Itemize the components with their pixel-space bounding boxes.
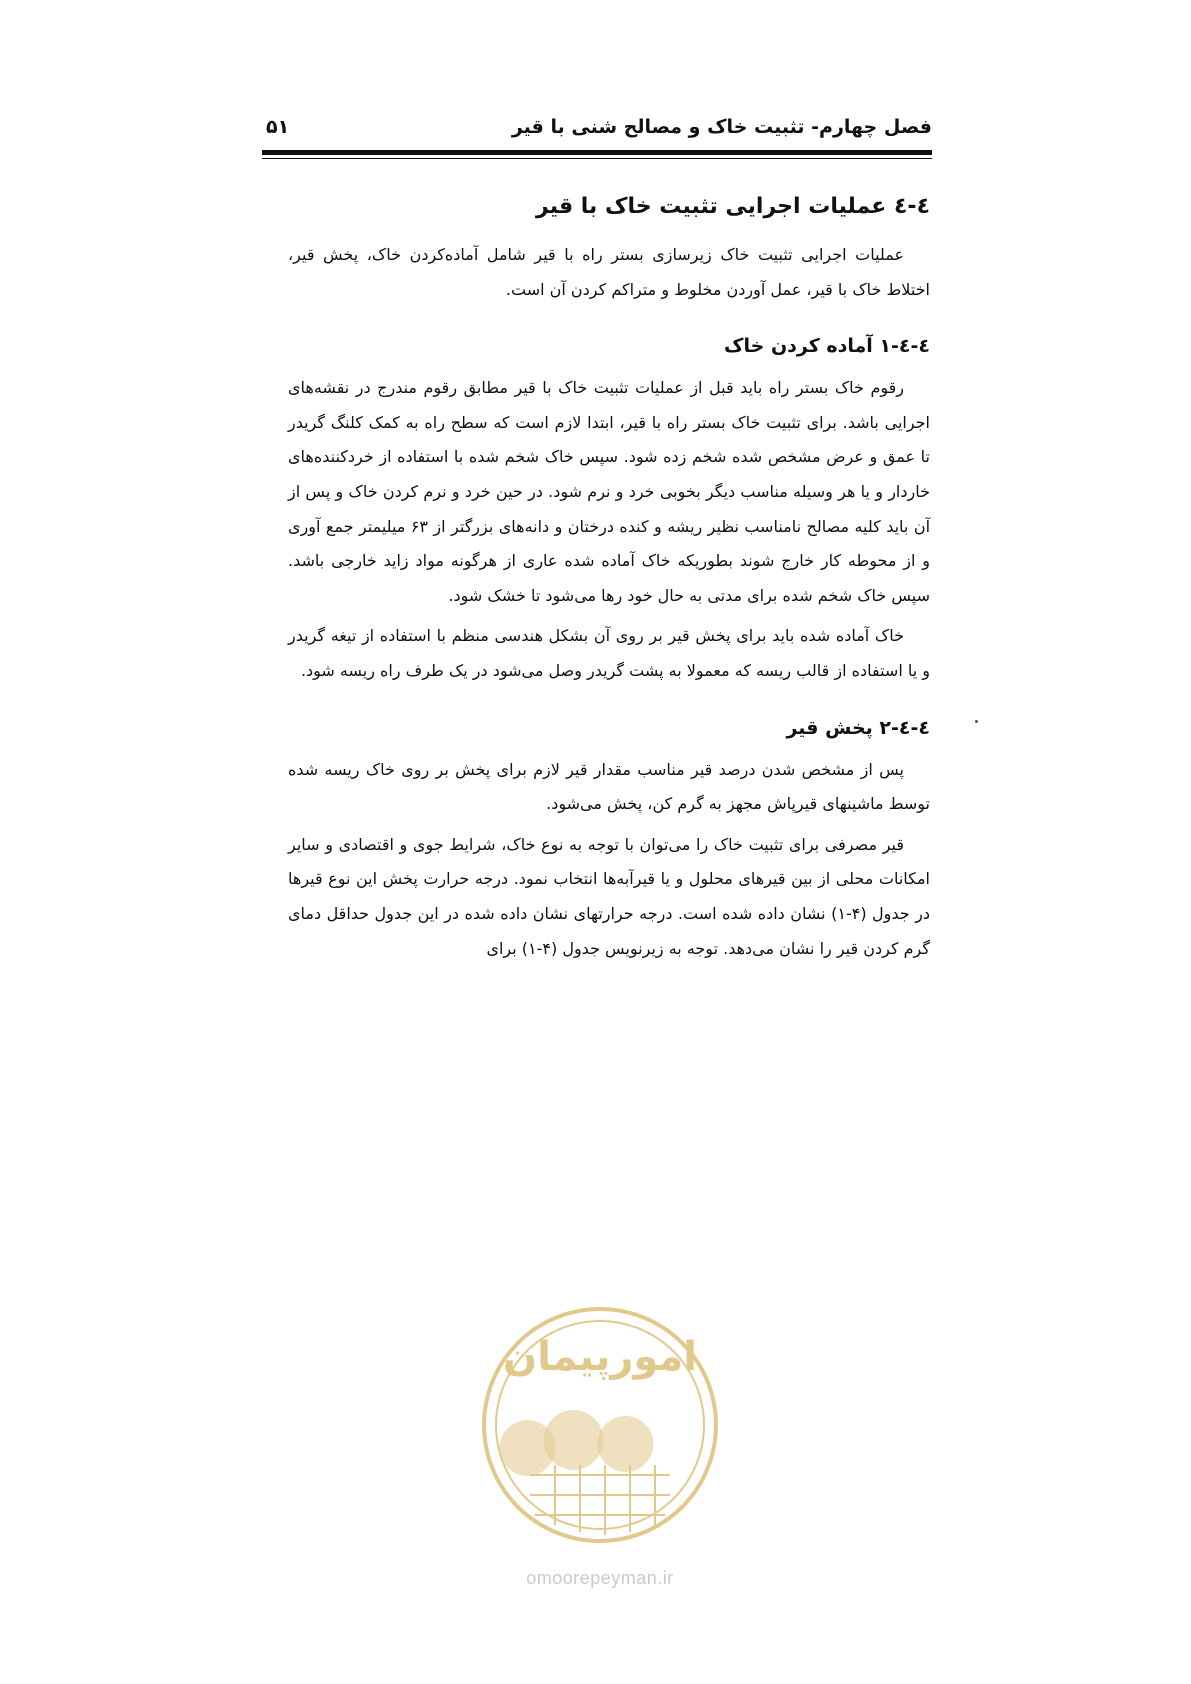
- header-rule: [262, 150, 932, 155]
- watermark-site: omoorepeyman.ir: [526, 1568, 674, 1588]
- subsection-heading-prepare-soil: ٤-٤-١ آماده کردن خاک: [724, 335, 930, 358]
- section-heading: ٤-٤ عملیات اجرایی تثبیت خاک با قیر: [536, 194, 930, 219]
- page-header: [262, 108, 932, 148]
- subsection-heading-spread-bitumen: ٤-٤-٢ پخش قیر: [786, 716, 930, 739]
- paragraph-spread-bitumen-1: پس از مشخص شدن درصد قیر مناسب مقدار قیر لازم برای پخش بر روی خاک ریسه شده توسط ماشینهای قیرپاش مجهز به گرم کن، پخش می‌شود.: [288, 759, 930, 814]
- paragraph-prepare-soil-1: رقوم خاک بستر راه باید قبل از عملیات تثبیت خاک با قیر مطابق رقوم مندرج در نقشه‌های اجرایی باشد. برای تثبیت خاک بستر راه با قیر، ابتدا لازم است که سطح راه به کمک کلنگ گریدر تا عمق و عرض مشخص شده شخم زده شود. سپس خاک شخم شده با استفاده از خردکننده‌های خاردار و یا هر وسیله مناسب دیگر بخوبی خرد و نرم شود. در حین خرد و نرم کردن خاک و پس از آن باید کلیه مصالح نامناسب نظیر ریشه و کنده درختان و دانه‌های بزرگتر از ۶۳ میلیمتر جمع آوری و از محوطه کار خارج شوند بطوریکه خاک آماده شده عاری از هرگونه مواد زاید خارجی باشد. سپس خاک شخم شده برای مدتی به حال خود رها می‌شود تا خشک شود.: [288, 378, 931, 605]
- page-body: [288, 190, 930, 972]
- section-paragraph: عملیات اجرایی تثبیت خاک زیرسازی بستر راه با قیر شامل آماده‌کردن خاک، پخش قیر، اختلاط خاک با قیر، عمل آوردن مخلوط و متراکم کردن آن است.: [288, 245, 930, 299]
- paragraph-spread-bitumen-2: قیر مصرفی برای تثبیت خاک را می‌توان با توجه به نوع خاک، شرایط جوی و اقتصادی و سایر امکانات محلی از بین قیرهای محلول و یا قیرآبه‌ها انتخاب نمود. درجه حرارت پخش این نوع قیرها در جدول (۴-۱) نشان داده شده است. درجه حرارتهای نشان داده شده در این جدول حداقل دمای گرم کردن قیر را نشان می‌دهد. توجه به زیرنویس جدول (۴-۱) برای: [288, 834, 930, 958]
- margin-mark: [975, 720, 978, 723]
- page-number: ۵۱: [266, 116, 290, 138]
- watermark-logo-text: امورپیمان: [503, 1334, 697, 1380]
- watermark-logo: [475, 1300, 725, 1550]
- paragraph-prepare-soil-2: خاک آماده شده باید برای پخش قیر بر روی آن بشکل هندسی منظم با استفاده از تیغه گریدر و یا استفاده از قالب ریسه که معمولا به پشت گریدر وصل می‌شود در یک طرف راه ریسه شود.: [288, 626, 930, 680]
- header-rule-thin: [262, 158, 932, 159]
- chapter-title: فصل چهارم- تثبیت خاک و مصالح شنی با قیر: [511, 116, 932, 138]
